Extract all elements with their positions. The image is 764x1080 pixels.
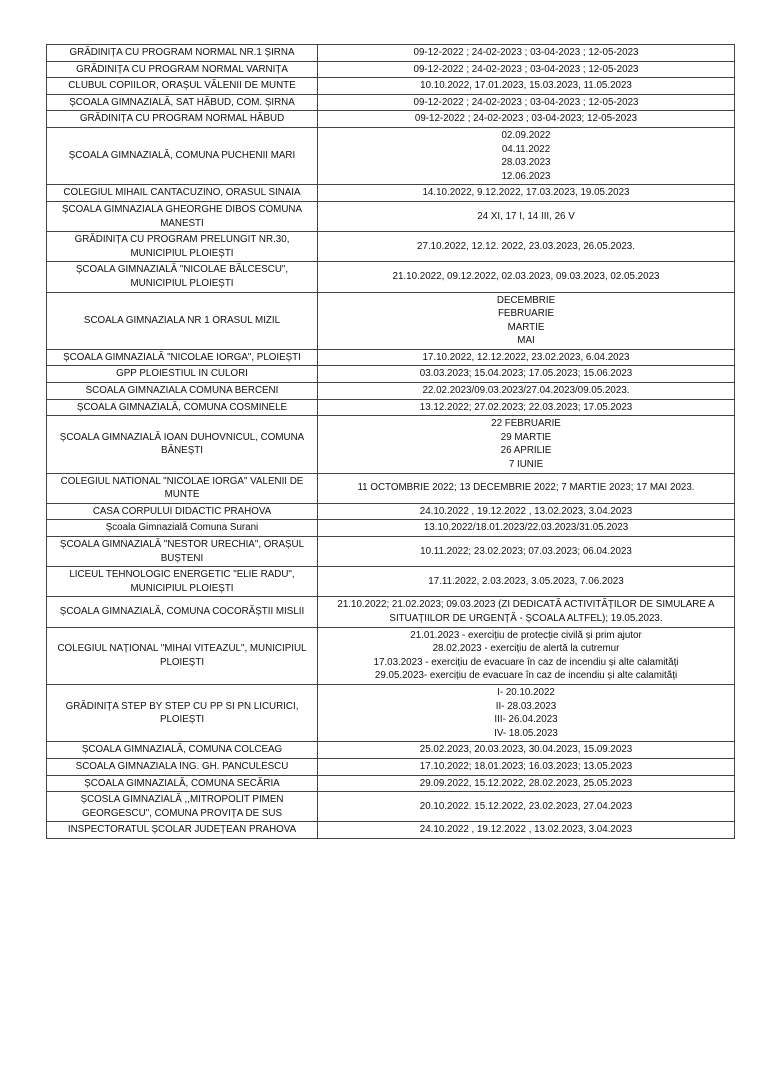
date-line: 21.10.2022, 09.12.2022, 02.03.2023, 09.03.2023, 02.05.2023 xyxy=(392,271,660,283)
institution-cell: ȘCOALA GIMNAZIALA GHEORGHE DIBOS COMUNA MANESTI xyxy=(47,201,318,231)
table-row xyxy=(47,262,735,292)
institution-cell: GPP PLOIESTIUL IN CULORI xyxy=(47,366,318,383)
table-row xyxy=(47,349,735,366)
dates-cell xyxy=(318,383,735,400)
table-row xyxy=(47,45,735,62)
dates-cell xyxy=(318,399,735,416)
institution-cell: SCOALA GIMNAZIALA ING. GH. PANCULESCU xyxy=(47,758,318,775)
dates-cell xyxy=(318,127,735,184)
date-line: 22.02.2023/09.03.2023/27.04.2023/09.05.2023. xyxy=(422,385,630,397)
table-row xyxy=(47,567,735,597)
table-row xyxy=(47,111,735,128)
dates-cell xyxy=(318,232,735,262)
date-line: 14.10.2022, 9.12.2022, 17.03.2023, 19.05.2023 xyxy=(422,187,630,199)
date-line: 21.10.2022; 21.02.2023; 09.03.2023 (ZI DEDICATĂ ACTIVITĂȚILOR DE SIMULARE A SITUAȚIILOR DE URGENȚĂ - ȘCOALA ALTFEL); 19.05.2023. xyxy=(337,599,715,624)
date-line: 12.06.2023 xyxy=(501,170,551,182)
table-row xyxy=(47,520,735,537)
institution-cell: CASA CORPULUI DIDACTIC PRAHOVA xyxy=(47,503,318,520)
date-line: 26 APRILIE xyxy=(500,445,552,457)
institution-cell: GRĂDINIȚA STEP BY STEP CU PP SI PN LICURICI, PLOIEȘTI xyxy=(47,684,318,741)
date-line: IV- 18.05.2023 xyxy=(494,727,558,739)
date-line: III- 26.04.2023 xyxy=(494,714,558,726)
date-line: I- 20.10.2022 xyxy=(497,686,555,698)
date-line: MARTIE xyxy=(507,321,545,333)
institution-cell: CLUBUL COPIILOR, ORAȘUL VĂLENII DE MUNTE xyxy=(47,78,318,95)
institution-cell: GRĂDINIȚA CU PROGRAM NORMAL VARNIȚA xyxy=(47,61,318,78)
table-row xyxy=(47,94,735,111)
institution-cell: SCOALA GIMNAZIALA NR 1 ORASUL MIZIL xyxy=(47,292,318,349)
table-row xyxy=(47,185,735,202)
table-row xyxy=(47,127,735,184)
date-line: MAI xyxy=(517,335,535,347)
dates-cell xyxy=(318,775,735,792)
institution-cell: ȘCOALA GIMNAZIALĂ, SAT HĂBUD, COM. ȘIRNA xyxy=(47,94,318,111)
institution-cell: ȘCOALA GIMNAZIALĂ IOAN DUHOVNICUL, COMUNA BĂNEȘTI xyxy=(47,416,318,473)
date-line: 11 OCTOMBRIE 2022; 13 DECEMBRIE 2022; 7 MARTIE 2023; 17 MAI 2023. xyxy=(357,482,695,494)
institution-cell: ȘCOALA GIMNAZIALĂ "NESTOR URECHIA", ORAȘUL BUȘTENI xyxy=(47,537,318,567)
institution-cell: GRĂDINIȚA CU PROGRAM NORMAL NR.1 ȘIRNA xyxy=(47,45,318,62)
table-row xyxy=(47,775,735,792)
dates-cell xyxy=(318,792,735,822)
table-row xyxy=(47,383,735,400)
table-row xyxy=(47,399,735,416)
dates-cell xyxy=(318,78,735,95)
date-line: 28.03.2023 xyxy=(501,157,551,169)
dates-cell xyxy=(318,111,735,128)
date-line: 17.10.2022, 12.12.2022, 23.02.2023, 6.04.2023 xyxy=(422,351,630,363)
dates-cell xyxy=(318,94,735,111)
dates-cell xyxy=(318,684,735,741)
table-row xyxy=(47,758,735,775)
date-line: 29.09.2022, 15.12.2022, 28.02.2023, 25.05.2023 xyxy=(419,777,633,789)
exercise-schedule-table xyxy=(46,44,735,839)
dates-cell xyxy=(318,742,735,759)
dates-cell xyxy=(318,366,735,383)
date-line: 17.11.2022, 2.03.2023, 3.05.2023, 7.06.2023 xyxy=(428,575,624,587)
dates-cell xyxy=(318,758,735,775)
date-line: 22 FEBRUARIE xyxy=(491,418,561,430)
date-line: 24 XI, 17 I, 14 III, 26 V xyxy=(477,210,575,222)
date-line: 21.01.2023 - exercițiu de protecție civilă și prim ajutor xyxy=(410,629,642,641)
institution-cell: ȘCOSLA GIMNAZIALĂ ,,MITROPOLIT PIMEN GEORGESCU", COMUNA PROVIȚA DE SUS xyxy=(47,792,318,822)
table-row xyxy=(47,822,735,839)
institution-cell: ȘCOALA GIMNAZIALĂ, COMUNA SECĂRIA xyxy=(47,775,318,792)
table-row xyxy=(47,684,735,741)
institution-cell: Școala Gimnazială Comuna Surani xyxy=(47,520,318,537)
date-line: 03.03.2023; 15.04.2023; 17.05.2023; 15.06.2023 xyxy=(419,368,633,380)
date-line: 20.10.2022. 15.12.2022, 23.02.2023, 27.04.2023 xyxy=(419,800,633,812)
table-row xyxy=(47,232,735,262)
institution-cell: LICEUL TEHNOLOGIC ENERGETIC "ELIE RADU", MUNICIPIUL PLOIEȘTI xyxy=(47,567,318,597)
dates-cell xyxy=(318,537,735,567)
date-line: DECEMBRIE xyxy=(496,294,556,306)
dates-cell xyxy=(318,567,735,597)
dates-cell xyxy=(318,201,735,231)
table-row xyxy=(47,61,735,78)
institution-cell: GRĂDINIȚA CU PROGRAM PRELUNGIT NR.30, MUNICIPIUL PLOIEȘTI xyxy=(47,232,318,262)
date-line: 29.05.2023- exercițiu de evacuare în caz de incendiu și alte calamități xyxy=(374,670,678,682)
date-line: 09-12-2022 ; 24-02-2023 ; 03-04-2023 ; 12-05-2023 xyxy=(413,63,639,75)
institution-cell: ȘCOALA GIMNAZIALĂ, COMUNA COCORĂȘTII MISLII xyxy=(47,597,318,627)
dates-cell xyxy=(318,349,735,366)
institution-cell: COLEGIUL NAȚIONAL "MIHAI VITEAZUL", MUNICIPIUL PLOIEȘTI xyxy=(47,627,318,684)
institution-cell: ȘCOALA GIMNAZIALĂ, COMUNA COLCEAG xyxy=(47,742,318,759)
date-line: 10.10.2022, 17.01.2023, 15.03.2023, 11.05.2023 xyxy=(420,80,632,92)
table-row xyxy=(47,366,735,383)
date-line: 28.02.2023 - exercițiu de alertă la cutremur xyxy=(432,643,620,655)
date-line: 13.12.2022; 27.02.2023; 22.03.2023; 17.05.2023 xyxy=(419,401,633,413)
dates-cell xyxy=(318,416,735,473)
table-row xyxy=(47,201,735,231)
dates-cell xyxy=(318,627,735,684)
date-line: 24.10.2022 , 19.12.2022 , 13.02.2023, 3.04.2023 xyxy=(419,505,633,517)
dates-cell xyxy=(318,503,735,520)
date-line: 13.10.2022/18.01.2023/22.03.2023/31.05.2023 xyxy=(423,522,629,534)
dates-cell xyxy=(318,822,735,839)
table-row xyxy=(47,597,735,627)
date-line: 24.10.2022 , 19.12.2022 , 13.02.2023, 3.04.2023 xyxy=(419,824,633,836)
date-line: 7 IUNIE xyxy=(508,459,544,471)
dates-cell xyxy=(318,262,735,292)
institution-cell: INSPECTORATUL ȘCOLAR JUDEȚEAN PRAHOVA xyxy=(47,822,318,839)
table-row xyxy=(47,503,735,520)
table-row xyxy=(47,292,735,349)
institution-cell: ȘCOALA GIMNAZIALĂ, COMUNA COSMINELE xyxy=(47,399,318,416)
institution-cell: COLEGIUL NATIONAL "NICOLAE IORGA" VALENII DE MUNTE xyxy=(47,473,318,503)
date-line: 09-12-2022 ; 24-02-2023 ; 03-04-2023 ; 12-05-2023 xyxy=(413,96,639,108)
table-row xyxy=(47,742,735,759)
table-row xyxy=(47,537,735,567)
dates-cell xyxy=(318,45,735,62)
institution-cell: ȘCOALA GIMNAZIALĂ "NICOLAE IORGA", PLOIEȘTI xyxy=(47,349,318,366)
dates-cell xyxy=(318,292,735,349)
date-line: 04.11.2022 xyxy=(501,143,551,155)
table-row xyxy=(47,78,735,95)
date-line: 17.03.2023 - exercițiu de evacuare în caz de incendiu și alte calamități xyxy=(373,656,679,668)
date-line: 10.11.2022; 23.02.2023; 07.03.2023; 06.04.2023 xyxy=(420,545,632,557)
table-row xyxy=(47,473,735,503)
date-line: 02.09.2022 xyxy=(501,129,551,141)
date-line: 17.10.2022; 18.01.2023; 16.03.2023; 13.05.2023 xyxy=(419,760,633,772)
institution-cell: COLEGIUL MIHAIL CANTACUZINO, ORASUL SINAIA xyxy=(47,185,318,202)
table-row xyxy=(47,792,735,822)
dates-cell xyxy=(318,61,735,78)
institution-cell: GRĂDINIȚA CU PROGRAM NORMAL HĂBUD xyxy=(47,111,318,128)
date-line: 29 MARTIE xyxy=(500,431,552,443)
date-line: II- 28.03.2023 xyxy=(495,700,557,712)
dates-cell xyxy=(318,597,735,627)
dates-cell xyxy=(318,473,735,503)
dates-cell xyxy=(318,520,735,537)
date-line: 27.10.2022, 12.12. 2022, 23.03.2023, 26.05.2023. xyxy=(417,240,635,252)
date-line: 09-12-2022 ; 24-02-2023 ; 03-04-2023 ; 12-05-2023 xyxy=(413,47,639,58)
table-row xyxy=(47,627,735,684)
table-row xyxy=(47,416,735,473)
dates-cell xyxy=(318,185,735,202)
institution-cell: SCOALA GIMNAZIALA COMUNA BERCENI xyxy=(47,383,318,400)
institution-cell: ȘCOALA GIMNAZIALĂ, COMUNA PUCHENII MARI xyxy=(47,127,318,184)
date-line: FEBRUARIE xyxy=(497,308,555,320)
table-body xyxy=(47,45,735,839)
date-line: 25.02.2023, 20.03.2023, 30.04.2023, 15.09.2023 xyxy=(419,744,633,756)
date-line: 09-12-2022 ; 24-02-2023 ; 03-04-2023; 12-05-2023 xyxy=(414,113,638,125)
institution-cell: ȘCOALA GIMNAZIALĂ "NICOLAE BĂLCESCU", MUNICIPIUL PLOIEȘTI xyxy=(47,262,318,292)
